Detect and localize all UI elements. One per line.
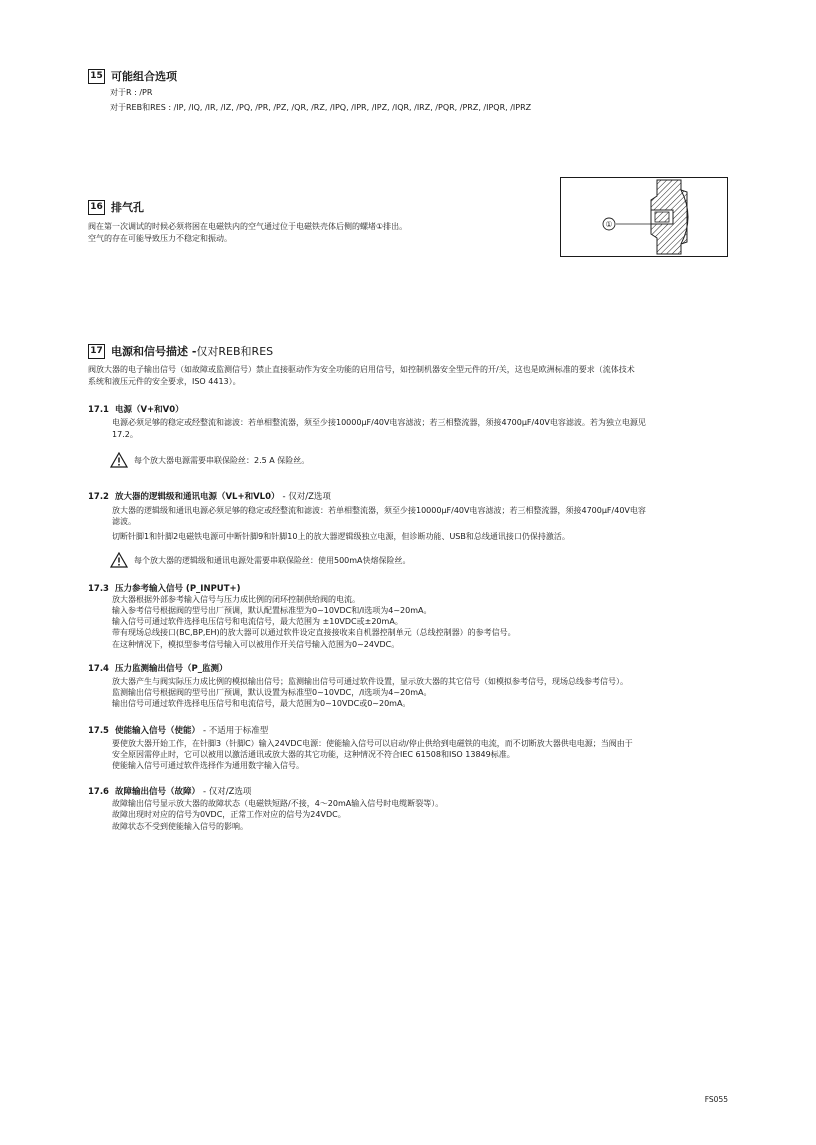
warning-triangle-icon: [110, 452, 128, 468]
s17-3-line4: 带有现场总线接口(BC,BP,EH)的放大器可以通过软件设定直接接收来自机器控制单元（总线控制器）的参考信号。: [112, 628, 516, 637]
section-number-box: 16: [88, 200, 105, 215]
subsection-title-note: - 不适用于标准型: [202, 726, 269, 736]
section-17-intro2: 系统和液压元件的安全要求，ISO 4413）。: [88, 377, 241, 386]
subsection-17-4-heading: [88, 662, 227, 674]
vent-plug-drawing: [561, 178, 727, 256]
s17-3-line3: 输入信号可通过软件选择电压信号和电流信号，最大范围为 ±10VDC或±20mA。: [112, 617, 403, 626]
s17-5-line3: 使能输入信号可通过软件选择作为通用数字输入信号。: [112, 761, 304, 770]
section-15-line2: 对于REB和RES : /IP, /IQ, /IR, /IZ, /PQ, /PR, /PZ, /QR, /RZ, /IPQ, /IPR, /IPZ, /IQR, /IRZ, /PQR, /PRZ, /IPQR, /IPRZ: [110, 103, 532, 112]
subsection-title-note: - 仅对/Z选项: [202, 787, 252, 797]
subsection-title: 放大器的逻辑级和通讯电源（VL+和VL0）: [114, 492, 280, 502]
section-15-heading: [88, 68, 177, 84]
subsection-number: 17.4: [88, 664, 109, 674]
subsection-title: 压力参考输入信号 (P_INPUT+): [114, 584, 241, 594]
s17-2-line1: 放大器的逻辑级和通讯电源必须足够的稳定或经整流和滤波：若单相整流器，须至少接10000µF/40V电容滤波；若三相整流器，须接4700µF/40V电容: [112, 506, 646, 515]
warning-text: 每个放大器的逻辑级和通讯电源处需要串联保险丝：使用500mA快熔保险丝。: [134, 555, 411, 565]
section-title: 电源和信号描述 -: [111, 345, 197, 358]
section-title-note: 仅对REB和RES: [196, 345, 274, 358]
subsection-17-6-heading: [88, 785, 251, 797]
subsection-17-2-heading: [88, 490, 331, 502]
subsection-17-5-heading: [88, 724, 268, 736]
warning-triangle-icon: [110, 552, 128, 568]
s17-2-line3: 切断针脚1和针脚2电磁铁电源可中断针脚9和针脚10上的放大器逻辑级独立电源，但诊断功能、USB和总线通讯接口仍保持激活。: [112, 532, 570, 541]
s17-5-line1: 要使放大器开始工作，在针脚3（针脚C）输入24VDC电源：使能输入信号可以启动/停止供给到电磁铁的电流，而不切断放大器供电电源；当阀由于: [112, 739, 633, 748]
section-title: 排气孔: [111, 201, 144, 214]
s17-3-line2: 输入参考信号根据阀的型号出厂预调，默认配置标准型为0~10VDC和/I选项为4~20mA。: [112, 606, 432, 615]
s17-6-line3: 故障状态不受到使能输入信号的影响。: [112, 822, 248, 831]
section-title: 可能组合选项: [111, 70, 177, 83]
s17-1-line2: 17.2。: [112, 430, 138, 439]
s17-4-line3: 输出信号可通过软件选择电压信号和电流信号，最大范围为0~10VDC或0~20mA。: [112, 699, 411, 708]
s17-6-line1: 故障输出信号显示放大器的故障状态（电磁铁短路/不接，4～20mA输入信号时电缆断裂等）。: [112, 799, 444, 808]
section-number-box: 15: [88, 69, 105, 84]
subsection-title: 压力监测输出信号（P_监测）: [114, 664, 228, 674]
page-code: FS055: [704, 1095, 728, 1104]
subsection-number: 17.3: [88, 584, 109, 594]
subsection-title: 故障输出信号（故障）: [114, 787, 200, 797]
section-16-heading: [88, 199, 144, 215]
subsection-17-3-heading: [88, 582, 241, 594]
s17-3-line5: 在这种情况下，模拟型参考信号输入可以被用作开关信号输入范围为0~24VDC。: [112, 640, 400, 649]
subsection-title-note: - 仅对/Z选项: [282, 492, 331, 502]
warning-text: 每个放大器电源需要串联保险丝：2.5 A 保险丝。: [134, 455, 310, 465]
subsection-title: 电源（V+和V0）: [114, 405, 184, 415]
subsection-number: 17.2: [88, 492, 109, 502]
section-15-line1: 对于R : /PR: [110, 88, 153, 97]
s17-3-line1: 放大器根据外部参考输入信号与压力成比例的闭环控制供给阀的电流。: [112, 595, 360, 604]
section-17-heading: [88, 343, 273, 359]
section-16-line1: 阀在第一次调试的时候必须将困在电磁铁内的空气通过位于电磁铁壳体后侧的螺堵①排出。: [88, 222, 408, 231]
figure-callout-label: ①: [605, 220, 613, 229]
section-16-line2: 空气的存在可能导致压力不稳定和振动。: [88, 234, 232, 243]
vent-plug-figure: [560, 177, 728, 257]
s17-5-line2: 安全原因需停止时，它可以被用以激活通讯或放大器的其它功能，这种情况不符合IEC 61508和ISO 13849标准。: [112, 750, 515, 759]
s17-4-line1: 放大器产生与阀实际压力成比例的模拟输出信号；监测输出信号可通过软件设置，显示放大器的其它信号（如模拟参考信号，现场总线参考信号）。: [112, 677, 628, 686]
s17-4-line2: 监测输出信号根据阀的型号出厂预调，默认设置为标准型0~10VDC，/I选项为4~20mA。: [112, 688, 432, 697]
section-17-intro1: 阀放大器的电子输出信号（如故障或监测信号）禁止直接驱动作为安全功能的启用信号，如控制机器安全型元件的开/关，这也是欧洲标准的要求（流体技术: [88, 365, 635, 374]
subsection-number: 17.5: [88, 726, 109, 736]
subsection-17-1-heading: [88, 403, 184, 415]
section-number-box: 17: [88, 344, 105, 359]
subsection-title: 使能输入信号（使能）: [114, 726, 200, 736]
subsection-number: 17.1: [88, 405, 109, 415]
s17-1-line1: 电源必须足够的稳定或经整流和滤波：若单相整流器，须至少接10000µF/40V电容滤波；若三相整流器，须接4700µF/40V电容滤波。若为独立电源见: [112, 418, 646, 427]
s17-2-line2: 滤波。: [112, 517, 136, 526]
s17-2-warning: [110, 552, 411, 568]
subsection-number: 17.6: [88, 787, 109, 797]
s17-6-line2: 故障出现时对应的信号为0VDC，正常工作对应的信号为24VDC。: [112, 810, 346, 819]
s17-1-warning: [110, 452, 309, 468]
